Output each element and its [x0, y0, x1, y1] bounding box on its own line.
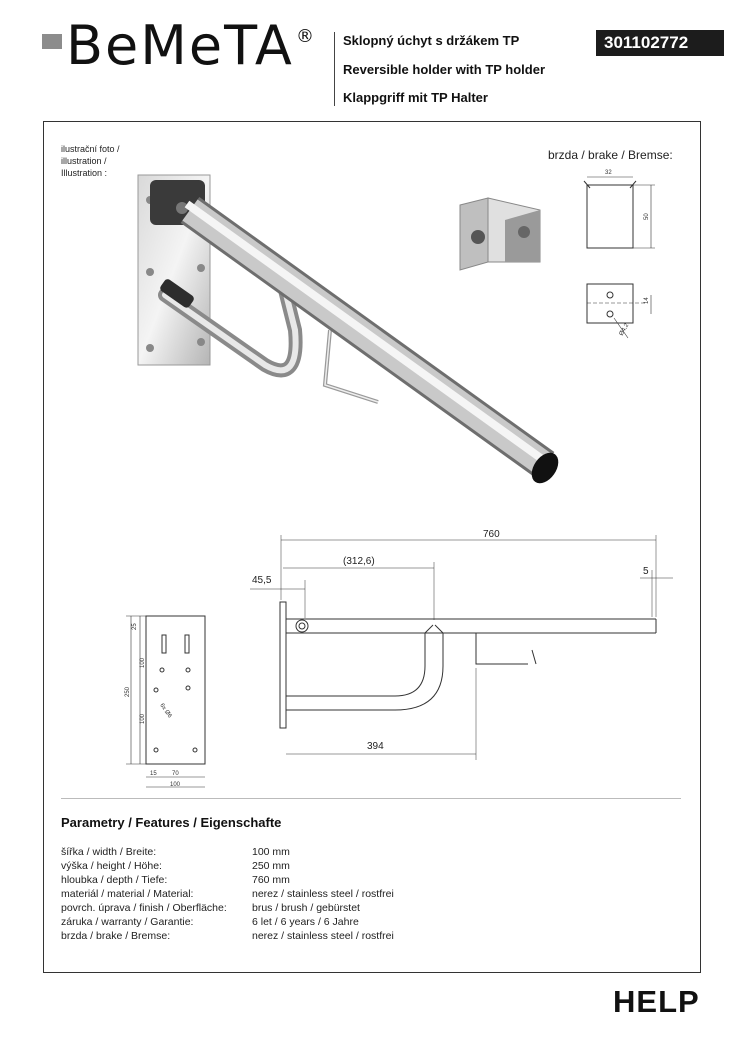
tip-dim: 5 — [643, 566, 649, 577]
brake-label: brzda / brake / Bremse: — [548, 148, 673, 162]
plate-hole-dim: 6x Ø6 — [158, 702, 173, 720]
side-drawing — [250, 535, 673, 760]
brake-drawing-top — [584, 177, 655, 248]
brake-depth-dim: 14 — [644, 297, 650, 304]
offset-dim: 45,5 — [252, 575, 272, 586]
feature-row: materiál / material / Material: nerez / stainless steel / rostfrei — [61, 888, 394, 900]
features-title: Parametry / Features / Eigenschafte — [61, 815, 282, 830]
series-name: HELP — [613, 984, 700, 1019]
plate-drawing — [126, 616, 205, 787]
plate-mid1-dim: 100 — [140, 657, 146, 668]
brake-width-dim: 32 — [605, 170, 612, 176]
brake-hole-dim: Ø4,2 — [618, 322, 631, 337]
feature-row: povrch. úprava / finish / Oberfläche: brus / brush / gebürstet — [61, 902, 360, 914]
feature-row: hloubka / depth / Tiefe: 760 mm — [61, 874, 290, 886]
plate-height-dim: 250 — [125, 686, 131, 697]
product-code: 301102772 — [596, 30, 724, 56]
plate-width-dim: 100 — [170, 782, 181, 788]
features-separator — [61, 798, 681, 799]
feature-row: brzda / brake / Bremse: nerez / stainless steel / rostfrei — [61, 930, 394, 942]
brake-photo — [460, 198, 540, 270]
title-cz: Sklopný úchyt s držákem TP — [343, 33, 520, 48]
title-de: Klappgriff mit TP Halter — [343, 90, 488, 105]
plate-span-dim: 70 — [172, 771, 179, 777]
brand-logo: BeMeTA — [66, 14, 294, 77]
support-length-dim: 394 — [367, 741, 384, 752]
illustration-note: ilustrační foto / illustration / Illustration : — [61, 144, 120, 178]
feature-row: výška / height / Höhe: 250 mm — [61, 860, 290, 872]
arm-length-dim: (312,6) — [343, 556, 375, 567]
brake-drawing-side — [587, 284, 651, 338]
plate-left-dim: 15 — [150, 771, 157, 777]
total-length-dim: 760 — [483, 529, 500, 540]
plate-mid2-dim: 100 — [140, 713, 146, 724]
brake-height-dim: 50 — [644, 213, 650, 220]
plate-top-dim: 25 — [132, 623, 138, 630]
title-en: Reversible holder with TP holder — [343, 62, 546, 77]
feature-row: šířka / width / Breite: 100 mm — [61, 846, 290, 858]
feature-row: záruka / warranty / Garantie: 6 let / 6 years / 6 Jahre — [61, 916, 359, 928]
registered-mark: ® — [296, 26, 314, 47]
